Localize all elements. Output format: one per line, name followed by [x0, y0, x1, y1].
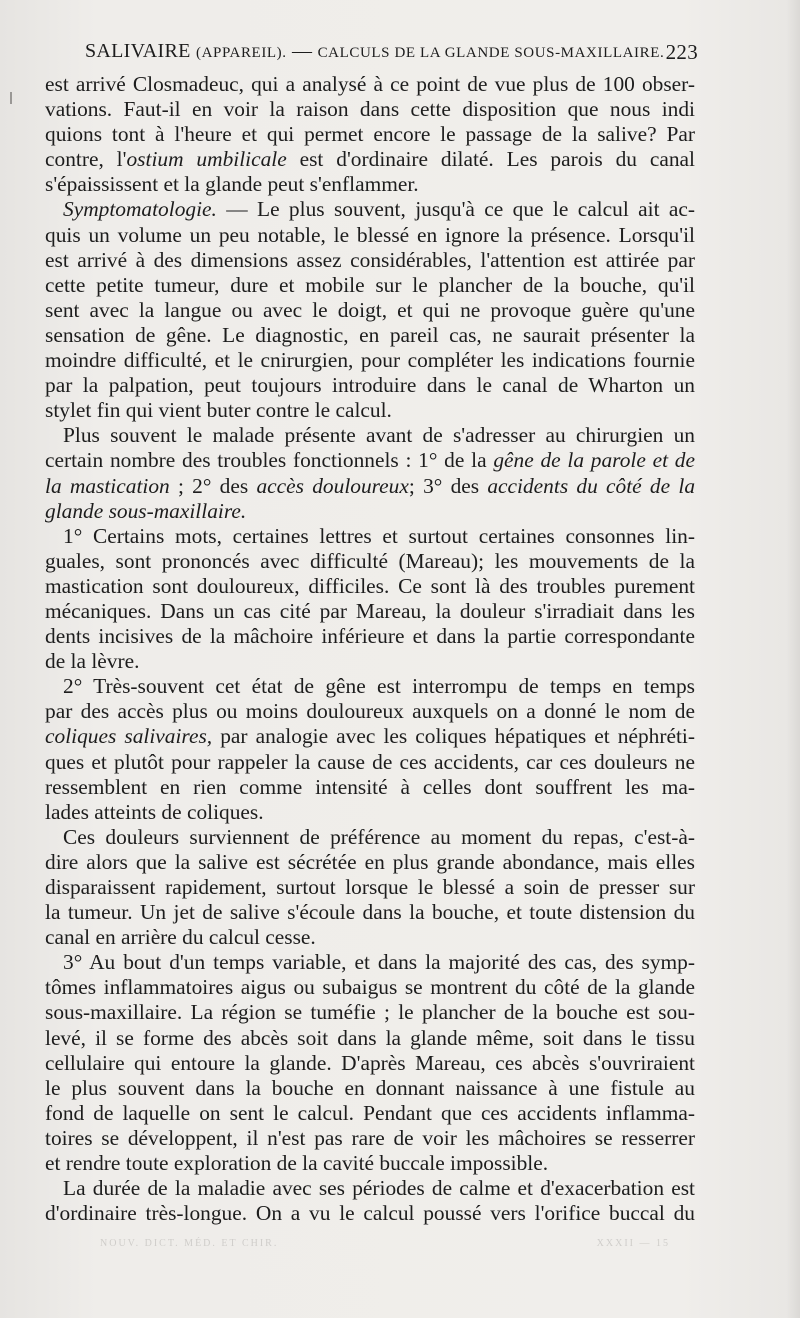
text-line: et rendre toute exploration de la cavité buccale impossible. — [45, 1151, 549, 1176]
text-line: stylet fin qui vient buter contre le calcul. — [45, 398, 392, 423]
text-line: moindre difficulté, et le cnirurgien, pour compléter les indications fournie — [45, 348, 695, 373]
text-line: le plus souvent dans la bouche en donnant naissance à une fistule au — [45, 1075, 695, 1100]
paragraph-1 — [45, 72, 695, 197]
text-line: par la palpation, peut toujours introduire dans le canal de Wharton un — [45, 373, 695, 398]
body-text — [45, 72, 695, 1226]
text-run: par analogie avec les coliques hépatiques et néphréti- — [212, 724, 695, 749]
text-line: Plus souvent le malade présente avant de s'adresser au chirurgien un — [63, 423, 695, 448]
running-head-title — [85, 40, 664, 63]
header-dash: — — [291, 40, 313, 62]
paragraph-5 — [45, 674, 695, 825]
text-line: d'ordinaire très-longue. On a vu le calcul poussé vers l'orifice buccal du — [45, 1201, 695, 1226]
header-title-main: SALIVAIRE — [85, 40, 191, 62]
footer-signature-right: XXXII — 15 — [596, 1238, 670, 1249]
text-line: mastication sont douloureux, difficiles. Ce sont là des troubles purement — [45, 573, 695, 598]
text-line: quis un volume un peu notable, le blessé en ignore la présence. Lorsqu'il — [45, 222, 695, 247]
italic-term: ostium umbilicale — [126, 147, 287, 172]
text-line: ques et plutôt pour rappeler la cause de ces accidents, car ces douleurs ne — [45, 749, 695, 774]
text-line: est arrivé Closmadeuc, qui a analysé à ce point de vue plus de 100 obser- — [45, 72, 695, 96]
text-run: ; 3° des — [408, 473, 488, 498]
text-line — [45, 448, 695, 473]
text-line: 3° Au bout d'un temps variable, et dans la majorité des cas, des symp- — [63, 950, 695, 975]
text-line: est arrivé à des dimensions assez considérables, l'attention est attirée par — [45, 247, 695, 272]
margin-mark — [10, 92, 12, 104]
italic-term: coliques salivaires, — [45, 724, 213, 749]
page-edge-shadow — [786, 0, 800, 1318]
text-run: est d'ordinaire dilaté. Les parois du canal — [286, 147, 695, 172]
text-line: quions tont à l'heure et qui permet encore le passage de la salive? Par — [45, 122, 695, 147]
text-line: cette petite tumeur, dure et mobile sur le plancher de la bouche, qu'il — [45, 272, 695, 297]
text-line: levé, il se forme des abcès soit dans la glande même, soit dans le tissu — [45, 1025, 695, 1050]
footer-signature-left: NOUV. DICT. MÉD. ET CHIR. — [100, 1238, 279, 1249]
text-line: 1° Certains mots, certaines lettres et surtout certaines consonnes lin- — [63, 523, 695, 548]
text-line: de la lèvre. — [45, 649, 140, 674]
italic-term: gêne de la parole et de — [493, 448, 695, 473]
text-line: dents incisives de la mâchoire inférieure et dans la partie correspondante — [45, 624, 695, 649]
text-run: ; 2° des — [169, 473, 257, 498]
text-line: tômes inflammatoires aigus ou subaigus se montrent du côté de la glande — [45, 975, 695, 1000]
running-head — [85, 40, 698, 70]
text-run: contre, l' — [45, 147, 127, 172]
text-line — [45, 724, 695, 749]
text-line: cellulaire qui entoure la glande. D'après Mareau, ces abcès s'ouvriraient — [45, 1050, 695, 1075]
footer-signature — [100, 1238, 700, 1249]
text-line: Ces douleurs surviennent de préférence au moment du repas, c'est-à- — [63, 824, 695, 849]
text-line: disparaissent rapidement, surtout lorsque le blessé a soin de presser sur — [45, 875, 695, 899]
header-title-paren: (APPAREIL). — [195, 45, 287, 61]
text-line — [45, 197, 695, 222]
text-line: La durée de la maladie avec ses périodes de calme et d'exacerbation est — [63, 1176, 695, 1201]
text-line: guales, sont prononcés avec difficulté (Mareau); les mouvements de la — [45, 548, 695, 573]
text-run: certain nombre des troubles fonctionnels : 1° de la — [45, 448, 494, 473]
text-line: mécaniques. Dans un cas cité par Mareau, la douleur s'irradiait dans les — [45, 598, 695, 623]
text-line: sensation de gêne. Le diagnostic, en pareil cas, ne saurait présenter la — [45, 322, 695, 347]
italic-term: accès douloureux — [256, 473, 409, 498]
italic-term: accidents du côté de la — [487, 473, 696, 498]
text-line: par des accès plus ou moins douloureux auxquels on a donné le nom de — [45, 699, 695, 724]
paragraph-6 — [45, 825, 695, 950]
paragraph-4 — [45, 524, 695, 675]
text-line: toires se développent, il n'est pas rare de voir les mâchoires se resserrer — [45, 1125, 695, 1150]
paragraph-symptomatologie — [45, 197, 695, 423]
text-line: ressemblent en rien comme intensité à celles dont souffrent les ma- — [45, 774, 695, 799]
paragraph-3 — [45, 423, 695, 523]
text-line: vations. Faut-il en voir la raison dans cette disposition que nous indi — [45, 97, 695, 122]
text-line: la tumeur. Un jet de salive s'écoule dans la bouche, et toute distension du — [45, 900, 695, 925]
text-line: dire alors que la salive est sécrétée en plus grande abondance, mais elles — [45, 849, 695, 874]
text-line: s'épaississent et la glande peut s'enflammer. — [45, 172, 419, 197]
header-subtitle: CALCULS DE LA GLANDE SOUS-MAXILLAIRE. — [317, 45, 665, 61]
paragraph-8 — [45, 1176, 695, 1226]
text-run: — Le plus souvent, jusqu'à ce que le calcul ait ac- — [216, 197, 695, 222]
text-line: canal en arrière du calcul cesse. — [45, 925, 316, 950]
paragraph-7 — [45, 950, 695, 1176]
text-line: glande sous-maxillaire. — [45, 498, 247, 523]
text-line — [45, 147, 695, 172]
text-line: lades atteints de coliques. — [45, 799, 264, 824]
text-line: sous-maxillaire. La région se tuméfie ; le plancher de la bouche est sou- — [45, 1000, 695, 1025]
text-line: fond de laquelle on sent le calcul. Pendant que ces accidents inflamma- — [45, 1100, 695, 1125]
text-line: sent avec la langue ou avec le doigt, et qui ne provoque guère qu'une — [45, 297, 695, 322]
text-line — [45, 474, 695, 499]
section-heading: Symptomatologie. — [63, 197, 217, 222]
page-number: 223 — [665, 40, 698, 64]
text-line: 2° Très-souvent cet état de gêne est interrompu de temps en temps — [63, 674, 695, 699]
italic-term: la mastication — [45, 473, 170, 498]
